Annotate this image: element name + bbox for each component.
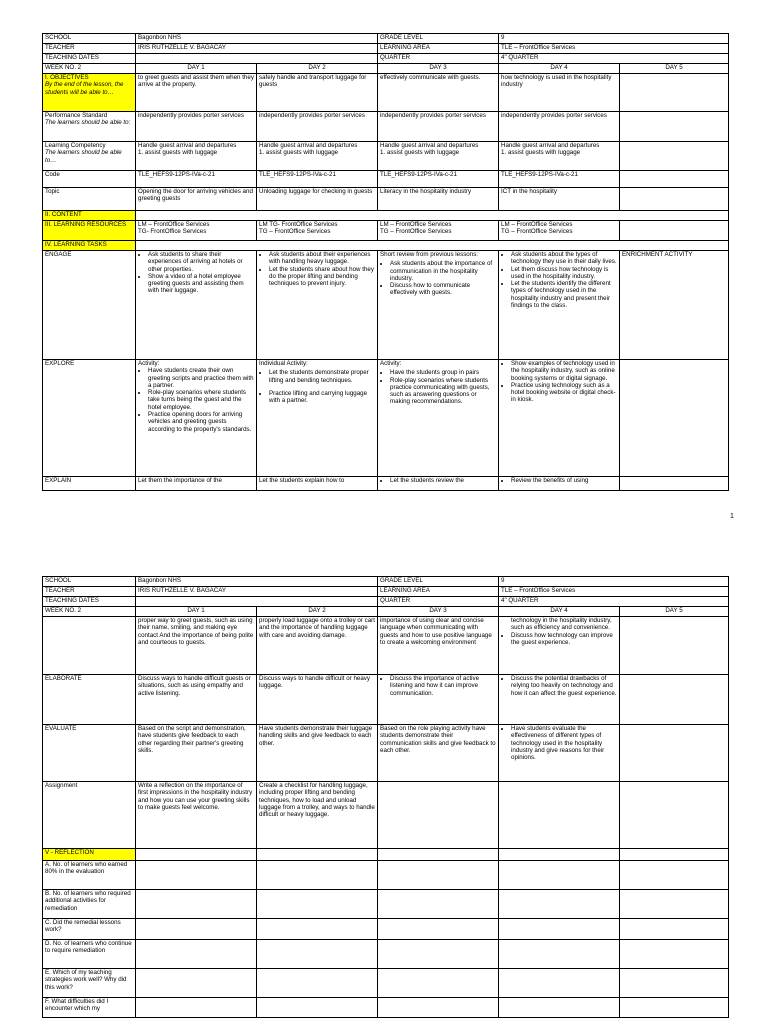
elaborate-day4 bbox=[499, 675, 620, 725]
explore-day1-intro: Activity: bbox=[138, 360, 160, 367]
resources-day4-lm: LM – FrontOffice Services bbox=[501, 221, 573, 228]
list-item: • Ask students about the importance of communication in the hospitality industry. bbox=[390, 260, 496, 282]
objectives-day3: effectively communicate with guests. bbox=[378, 74, 499, 112]
list-item: • Ask students about the types of technology they use in their daily lives. bbox=[511, 251, 617, 266]
explore-day2 bbox=[257, 360, 378, 477]
table-cell bbox=[136, 890, 257, 919]
explain-day3 bbox=[378, 477, 499, 491]
quarter-value: 4" QUARTER bbox=[499, 597, 729, 607]
resources-day1-lm: LM – FrontOffice Services bbox=[138, 221, 210, 228]
list-item: • Ask students to share their experiences of arriving at hotels or other properties. bbox=[148, 251, 254, 273]
teaching-dates-label: TEACHING DATES bbox=[43, 597, 136, 607]
table-cell bbox=[620, 969, 729, 998]
code-day3: TLE_HEFS9-12PS-IVa-c-21 bbox=[378, 171, 499, 188]
explain-cont-label bbox=[43, 617, 136, 675]
performance-day3: independently provides porter services bbox=[378, 112, 499, 142]
performance-label: Performance Standard bbox=[45, 112, 108, 119]
explore-day2-intro: Individual Activity: bbox=[259, 360, 308, 367]
list-item: • Let the students review the bbox=[390, 477, 496, 484]
week-label: WEEK NO. 2 bbox=[43, 64, 136, 74]
resources-label: III. LEARNING RESOURCES bbox=[43, 221, 136, 241]
resources-day2-lm: LM TG- FrontOffice Services bbox=[259, 221, 338, 228]
explain-cont-day4-a: technology in the hospitality industry, such as efficiency and convenience. bbox=[511, 617, 612, 632]
explain-cont-day2: properly load luggage onto a trolley or cart and the importance of handling luggage with care and avoiding damage. bbox=[257, 617, 378, 675]
table-cell bbox=[620, 861, 729, 890]
objectives-day5 bbox=[620, 74, 729, 112]
objectives-label: I. OBJECTIVES bbox=[45, 74, 89, 81]
list-item: • Discuss the potential drawbacks of relying too heavily on technology and how it can affect the guest experience. bbox=[511, 675, 617, 697]
assignment-day1: Write a reflection on the importance of first impressions in the hospitality industry and how you can use your greeting skills to make guests feel welcome. bbox=[136, 782, 257, 849]
explore-day1 bbox=[136, 360, 257, 477]
evaluate-label: EVALUATE bbox=[43, 725, 136, 782]
resources-day4 bbox=[499, 221, 620, 241]
teacher-label: TEACHER bbox=[43, 587, 136, 597]
topic-label: Topic bbox=[43, 188, 136, 211]
day-2-header: DAY 2 bbox=[257, 64, 378, 74]
competency-day3 bbox=[378, 142, 499, 171]
code-day4: TLE_HEFS9-12PS-IVa-c-21 bbox=[499, 171, 620, 188]
competency-day3-a: Handle guest arrival and departures bbox=[380, 142, 479, 149]
elaborate-day3 bbox=[378, 675, 499, 725]
list-item: • Show a video of a hotel employee greeting guests and assisting them with their luggage. bbox=[148, 273, 254, 295]
week-label: WEEK NO. 2 bbox=[43, 607, 136, 617]
code-label: Code bbox=[43, 171, 136, 188]
topic-day3: Literacy in the hospitality industry bbox=[378, 188, 499, 211]
day-1-header: DAY 1 bbox=[136, 607, 257, 617]
list-item: • Discuss how to communicate effectively with guests. bbox=[390, 282, 496, 297]
learning-tasks-value bbox=[136, 241, 729, 251]
list-item: • Have the students group in pairs bbox=[390, 369, 496, 376]
topic-day5 bbox=[620, 188, 729, 211]
table-cell bbox=[620, 890, 729, 919]
code-day2: TLE_HEFS9-12PS-IVa-c-21 bbox=[257, 171, 378, 188]
table-cell bbox=[136, 940, 257, 969]
competency-day4-b: 1. assist guests with luggage bbox=[501, 149, 581, 157]
engage-day2 bbox=[257, 251, 378, 360]
learning-area-label: LEARNING AREA bbox=[378, 587, 499, 597]
day-4-header: DAY 4 bbox=[499, 64, 620, 74]
topic-day1: Opening the door for arriving vehicles and greeting guests bbox=[136, 188, 257, 211]
elaborate-day2: Discuss ways to handle difficult or heavy luggage. bbox=[257, 675, 378, 725]
resources-day4-tg: TG – FrontOffice Services bbox=[501, 228, 573, 236]
performance-day2: independently provides porter services bbox=[257, 112, 378, 142]
learning-area-label: LEARNING AREA bbox=[378, 44, 499, 54]
learning-area-value: TLE – FrontOffice Services bbox=[499, 44, 729, 54]
explain-cont-day1: proper way to greet guests, such as using their name, smiling, and making eye contact And the importance of being polite and courteous to guests. bbox=[136, 617, 257, 675]
explore-day2-list bbox=[259, 369, 375, 404]
list-item: • Discuss the importance of active listening and how it can improve communication. bbox=[390, 675, 496, 697]
grade-level-value: 9 bbox=[499, 577, 729, 587]
resources-day5 bbox=[620, 221, 729, 241]
resources-day3-tg: TG – FrontOffice Services bbox=[380, 228, 452, 236]
school-value: Bagonbon NHS bbox=[136, 34, 378, 44]
table-cell bbox=[499, 969, 620, 998]
day-4-header: DAY 4 bbox=[499, 607, 620, 617]
list-item: • Ask students about their experiences with handling heavy luggage. bbox=[269, 251, 375, 266]
evaluate-day3: Based on the role playing activity have students demonstrate their communication skills and give feedback to each other. bbox=[378, 725, 499, 782]
table-cell bbox=[136, 969, 257, 998]
engage-day3 bbox=[378, 251, 499, 360]
table-cell bbox=[499, 940, 620, 969]
day-3-header: DAY 3 bbox=[378, 607, 499, 617]
assignment-day3 bbox=[378, 782, 499, 849]
explore-label: EXPLORE bbox=[43, 360, 136, 477]
table-cell bbox=[499, 861, 620, 890]
table-cell bbox=[499, 998, 620, 1018]
teaching-dates-value bbox=[136, 597, 378, 607]
reflection-row-b: B. No. of learners who required additional activities for remediation bbox=[43, 890, 136, 919]
competency-day1 bbox=[136, 142, 257, 171]
competency-day1-b: 1. assist guests with luggage bbox=[138, 149, 218, 157]
page-number: 1 bbox=[730, 513, 734, 520]
table-cell bbox=[378, 919, 499, 940]
resources-day3 bbox=[378, 221, 499, 241]
explore-day4 bbox=[499, 360, 620, 477]
explain-cont-day5 bbox=[620, 617, 729, 675]
objectives-day2: safely handle and transport luggage for guests bbox=[257, 74, 378, 112]
quarter-label: QUARTER bbox=[378, 54, 499, 64]
reflection-label: V - REFLECTION bbox=[43, 849, 136, 861]
teaching-dates-label: TEACHING DATES bbox=[43, 54, 136, 64]
table-cell bbox=[136, 919, 257, 940]
evaluate-day4-list bbox=[501, 725, 617, 761]
reflection-row-f: F. What difficulties did I encounter which my bbox=[43, 998, 136, 1018]
table-cell bbox=[378, 861, 499, 890]
teaching-dates-value bbox=[136, 54, 378, 64]
quarter-value: 4" QUARTER bbox=[499, 54, 729, 64]
performance-day4: independently provides porter services bbox=[499, 112, 620, 142]
engage-day3-intro: Short review from previous lessons: bbox=[380, 251, 479, 258]
competency-label: Learning Competency bbox=[45, 142, 106, 149]
content-label: II. CONTENT bbox=[43, 211, 136, 221]
grade-level-value: 9 bbox=[499, 34, 729, 44]
competency-day2-b: 1. assist guests with luggage bbox=[259, 149, 339, 157]
grade-level-label: GRADE LEVEL bbox=[378, 34, 499, 44]
list-item: • Practice lifting and carrying luggage with a partner. bbox=[269, 390, 375, 405]
list-item: • Review the benefits of using bbox=[511, 477, 617, 484]
engage-day1-list bbox=[138, 251, 254, 295]
engage-day1 bbox=[136, 251, 257, 360]
explore-day3-list bbox=[380, 369, 496, 405]
table-cell bbox=[378, 890, 499, 919]
list-item: • Let the students demonstrate proper lifting and bending techniques. bbox=[269, 369, 375, 384]
table-cell bbox=[136, 861, 257, 890]
topic-day4: ICT in the hospitality bbox=[499, 188, 620, 211]
explain-day1: Let them the importance of the bbox=[136, 477, 257, 491]
lesson-plan-page-2 bbox=[42, 576, 728, 1018]
day-2-header: DAY 2 bbox=[257, 607, 378, 617]
competency-day3-b: 1. assist guests with luggage bbox=[380, 149, 460, 157]
teacher-value: IRIS RUTHZELLE V. BAGACAY bbox=[136, 44, 378, 54]
engage-day5: ENRICHMENT ACTIVITY bbox=[620, 251, 729, 360]
reflection-row-c: C. Did the remedial lessons work? bbox=[43, 919, 136, 940]
explain-day4 bbox=[499, 477, 620, 491]
table-cell bbox=[257, 969, 378, 998]
competency-day2 bbox=[257, 142, 378, 171]
explain-cont-day4-list bbox=[501, 632, 617, 647]
table-cell bbox=[620, 940, 729, 969]
day-5-header: DAY 5 bbox=[620, 64, 729, 74]
teacher-value: IRIS RUTHZELLE V. BAGACAY bbox=[136, 587, 378, 597]
list-item: • Have students create their own greeting scripts and practice them with a partner. bbox=[148, 367, 254, 389]
resources-day1 bbox=[136, 221, 257, 241]
assignment-day2: Create a checklist for handling luggage, including proper lifting and bending techniques, how to load and unload luggage from a trolley, and ways to handle difficult or heavy luggage. bbox=[257, 782, 378, 849]
lesson-plan-table-1 bbox=[42, 33, 729, 491]
reflection-day1 bbox=[136, 849, 257, 861]
list-item: • Role-play scenarios where students take turns being the guest and the hotel employee. bbox=[148, 389, 254, 411]
reflection-row-a: A. No. of learners who earned 80% in the evaluation bbox=[43, 861, 136, 890]
explore-day5 bbox=[620, 360, 729, 477]
school-label: SCHOOL bbox=[43, 577, 136, 587]
list-item: • Let the students identify the different types of technology used in the hospitality industry and present their findings to the class. bbox=[511, 280, 617, 309]
competency-day1-a: Handle guest arrival and departures bbox=[138, 142, 237, 149]
engage-day4-list bbox=[501, 251, 617, 309]
assignment-label: Assignment bbox=[43, 782, 136, 849]
grade-level-label: GRADE LEVEL bbox=[378, 577, 499, 587]
resources-day1-tg: TG- FrontOffice Services bbox=[138, 228, 207, 236]
table-cell bbox=[620, 919, 729, 940]
table-cell bbox=[257, 940, 378, 969]
objectives-sub: By the end of the lesson, the students will be able to… bbox=[45, 81, 124, 96]
engage-day2-list bbox=[259, 251, 375, 287]
explain-cont-day4 bbox=[499, 617, 620, 675]
reflection-day2 bbox=[257, 849, 378, 861]
explain-cont-day3: importance of using clear and concise language when communicating with guests and how to use positive language to create a welcoming environment bbox=[378, 617, 499, 675]
learning-tasks-label: IV. LEARNING TASKS bbox=[43, 241, 136, 251]
competency-sub: The learners should be able to… bbox=[45, 149, 122, 164]
assignment-day4 bbox=[499, 782, 620, 849]
explore-day3-intro: Activity: bbox=[380, 360, 402, 367]
list-item: • Practice using technology such as a hotel booking website or digital check-in kiosk. bbox=[511, 382, 617, 404]
elaborate-label: ELABORATE bbox=[43, 675, 136, 725]
list-item: • Show examples of technology used in the hospitality industry, such as online booking systems or digital signage. bbox=[511, 360, 617, 382]
engage-label: ENGAGE bbox=[43, 251, 136, 360]
resources-day3-lm: LM – FrontOffice Services bbox=[380, 221, 452, 228]
engage-day4 bbox=[499, 251, 620, 360]
objectives-label-cell bbox=[43, 74, 136, 112]
competency-day5 bbox=[620, 142, 729, 171]
explain-day2: Let the students explain how to bbox=[257, 477, 378, 491]
school-value: Bagonbon NHS bbox=[136, 577, 378, 587]
reflection-day4 bbox=[499, 849, 620, 861]
objectives-day4: how technology is used in the hospitality industry bbox=[499, 74, 620, 112]
explore-day4-list bbox=[501, 360, 617, 404]
competency-day2-a: Handle guest arrival and departures bbox=[259, 142, 358, 149]
performance-sub: The learners should be able to: bbox=[45, 119, 131, 127]
elaborate-day5 bbox=[620, 675, 729, 725]
resources-day2 bbox=[257, 221, 378, 241]
table-cell bbox=[257, 919, 378, 940]
elaborate-day4-list bbox=[501, 675, 617, 697]
table-cell bbox=[620, 998, 729, 1018]
table-cell bbox=[378, 969, 499, 998]
reflection-day5 bbox=[620, 849, 729, 861]
day-3-header: DAY 3 bbox=[378, 64, 499, 74]
list-item: • Let them discuss how technology is used in the hospitality industry. bbox=[511, 266, 617, 281]
evaluate-day2: Have students demonstrate their luggage handling skills and give feedback to each other. bbox=[257, 725, 378, 782]
teacher-label: TEACHER bbox=[43, 44, 136, 54]
list-item: • Role-play scenarios where students practice communicating with guests, such as answering questions or making recommendations. bbox=[390, 377, 496, 406]
list-item: • Have students evaluate the effectiveness of different types of technology used in the hospitality industry and give reasons for their opinions. bbox=[511, 725, 617, 761]
explore-day1-list bbox=[138, 367, 254, 433]
code-day1: TLE_HEFS9-12PS-IVa-c-21 bbox=[136, 171, 257, 188]
code-day5 bbox=[620, 171, 729, 188]
assignment-day5 bbox=[620, 782, 729, 849]
performance-day5 bbox=[620, 112, 729, 142]
lesson-plan-table-2 bbox=[42, 576, 729, 1018]
table-cell bbox=[499, 919, 620, 940]
elaborate-day3-list bbox=[380, 675, 496, 697]
performance-label-cell bbox=[43, 112, 136, 142]
competency-day4-a: Handle guest arrival and departures bbox=[501, 142, 600, 149]
table-cell bbox=[136, 998, 257, 1018]
list-item: • Discuss how technology can improve the guest experience. bbox=[511, 632, 617, 647]
day-5-header: DAY 5 bbox=[620, 607, 729, 617]
evaluate-day5 bbox=[620, 725, 729, 782]
list-item: • Let the students share about how they do the proper lifting and bending techniques to prevent injury. bbox=[269, 266, 375, 288]
topic-day2: Unloading luggage for checking in guests bbox=[257, 188, 378, 211]
lesson-plan-page-1 bbox=[42, 33, 728, 491]
content-value bbox=[136, 211, 729, 221]
elaborate-day1: Discuss ways to handle difficult guests or situations, such as using empathy and active listening. bbox=[136, 675, 257, 725]
table-cell bbox=[499, 890, 620, 919]
evaluate-day4 bbox=[499, 725, 620, 782]
explain-day4-list bbox=[501, 477, 617, 484]
quarter-label: QUARTER bbox=[378, 597, 499, 607]
table-cell bbox=[257, 861, 378, 890]
table-cell bbox=[257, 890, 378, 919]
reflection-row-d: D. No. of learners who continue to require remediation bbox=[43, 940, 136, 969]
list-item: • Practice opening doors for arriving vehicles and greeting guests according to the property's standards. bbox=[148, 411, 254, 433]
explain-day3-list bbox=[380, 477, 496, 484]
explain-label: EXPLAIN bbox=[43, 477, 136, 491]
objectives-day1: to greet guests and assist them when they arrive at the property. bbox=[136, 74, 257, 112]
explain-day5 bbox=[620, 477, 729, 491]
evaluate-day1: Based on the script and demonstration, have students give feedback to each other regarding their partner's greeting skills. bbox=[136, 725, 257, 782]
reflection-row-e: E. Which of my teaching strategies work well? Why did this work? bbox=[43, 969, 136, 998]
competency-day4 bbox=[499, 142, 620, 171]
explore-day3 bbox=[378, 360, 499, 477]
competency-label-cell bbox=[43, 142, 136, 171]
day-1-header: DAY 1 bbox=[136, 64, 257, 74]
engage-day3-list bbox=[380, 260, 496, 296]
performance-day1: independently provides porter services bbox=[136, 112, 257, 142]
learning-area-value: TLE – FrontOffice Services bbox=[499, 587, 729, 597]
resources-day2-tg: TG – FrontOffice Services bbox=[259, 228, 331, 236]
table-cell bbox=[378, 940, 499, 969]
school-label: SCHOOL bbox=[43, 34, 136, 44]
reflection-day3 bbox=[378, 849, 499, 861]
table-cell bbox=[257, 998, 378, 1018]
table-cell bbox=[378, 998, 499, 1018]
